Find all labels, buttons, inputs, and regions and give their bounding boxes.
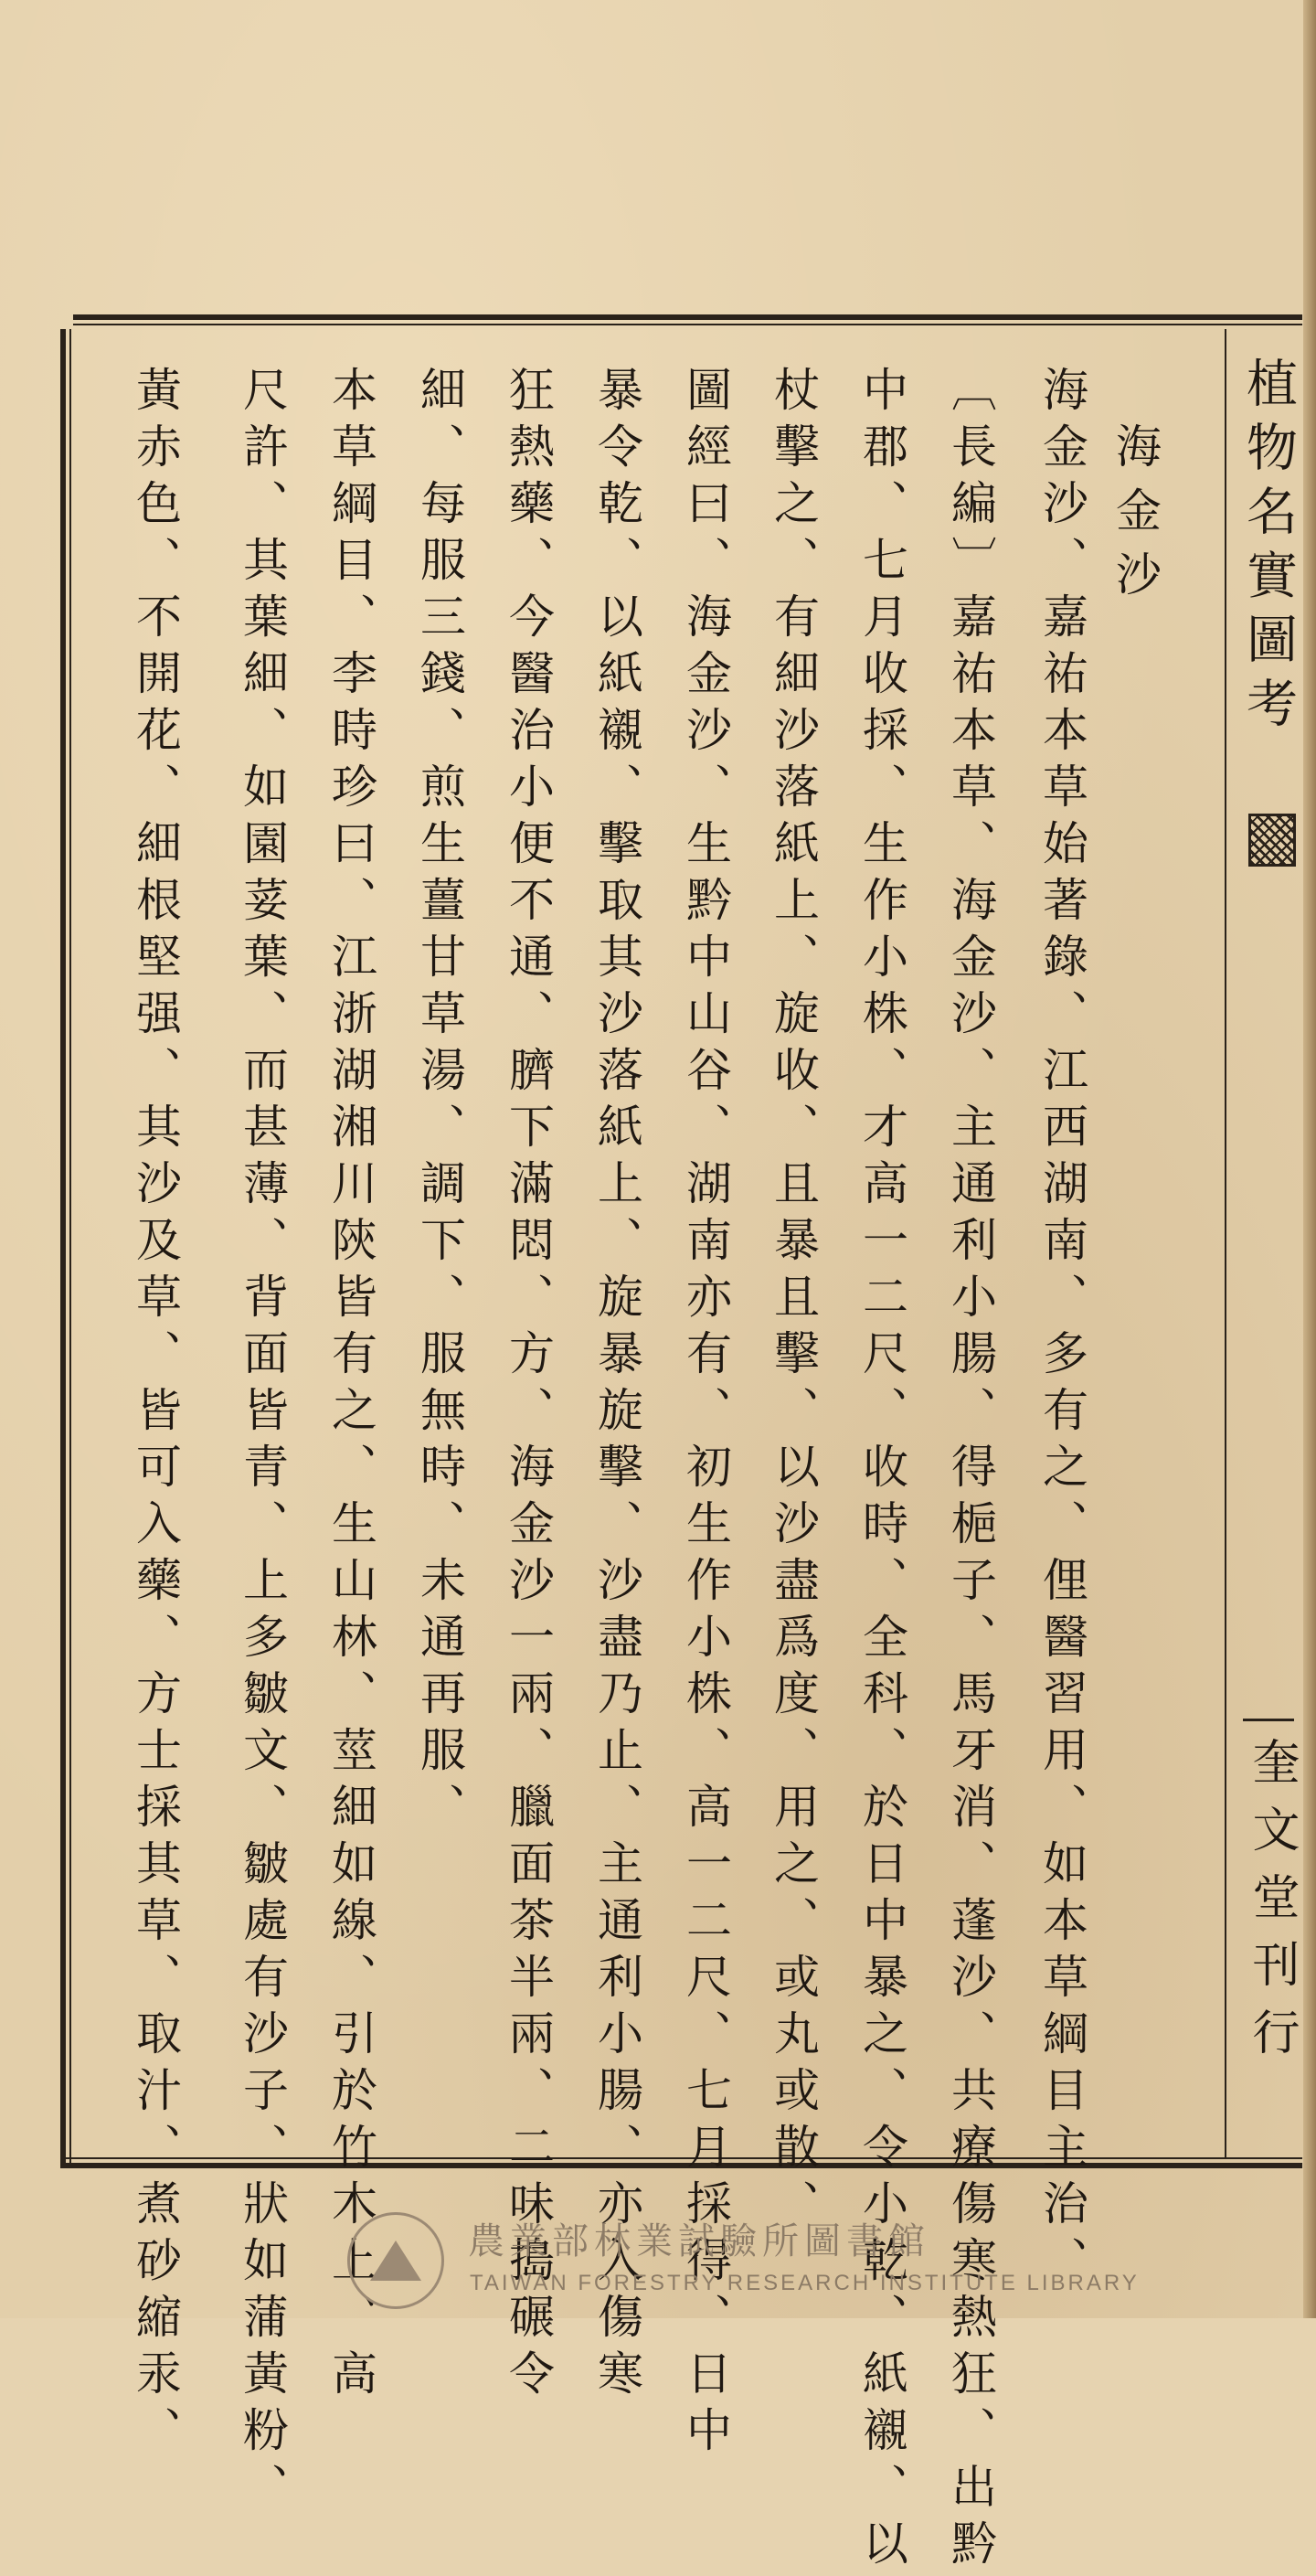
- library-name-zh: 農業部林業試驗所圖書館: [468, 2220, 930, 2262]
- library-name-en: TAIWAN FORESTRY RESEARCH INSTITUTE LIBRARY: [470, 2271, 1140, 2295]
- text-column: 尺許、其葉細、如園荽葉、而甚薄、背面皆青、上多皺文、皺處有沙子、狀如蒲黃粉、: [236, 366, 289, 2519]
- frame-gutter-rule: [1225, 329, 1226, 2157]
- text-column: 中郡、七月收採、生作小株、才高一二尺、收時、全科、於日中暴之、令小乾、紙襯、以: [855, 366, 908, 2576]
- page-edge: [1303, 0, 1316, 2318]
- text-column: 細、每服三錢、煎生薑甘草湯、調下、服無時、未通再服、: [413, 366, 466, 1839]
- text-column: 杖擊之、有細沙落紙上、旋收、且暴且擊、以沙盡爲度、用之、或丸或散、: [767, 366, 820, 2236]
- text-column: 〔長編〕嘉祐本草、海金沙、主通利小腸、得梔子、馬牙消、蓬沙、共療傷寒熱狂、出黔: [944, 366, 997, 2576]
- entry-title: 海金沙: [1109, 422, 1162, 614]
- text-column: 狂熱藥、今醫治小便不通、臍下滿悶、方、海金沙一兩、臘面茶半兩、二味搗碾令: [502, 366, 555, 2406]
- text-column: 暴令乾、以紙襯、擊取其沙落紙上、旋暴旋擊、沙盡乃止、主通利小腸、亦入傷寒: [590, 366, 643, 2406]
- text-column: 海金沙、嘉祐本草始著錄、江西湖南、多有之、俚醫習用、如本草綱目主治、: [1035, 366, 1088, 2293]
- text-column: 黃赤色、不開花、細根堅强、其沙及草、皆可入藥、方士採其草、取汁、煮砂縮汞、: [129, 366, 182, 2463]
- publisher-imprint: 奎文堂刊行: [1244, 1737, 1299, 2075]
- running-title: 植物名實圖考: [1238, 357, 1298, 740]
- library-seal-icon: [347, 2212, 444, 2309]
- gutter-divider: [1243, 1719, 1294, 1721]
- text-column: 本草綱目、李時珍曰、江浙湖湘川陝皆有之、生山林、莖細如線、引於竹木上、高: [324, 366, 377, 2406]
- frame-left-rule: [60, 329, 71, 2163]
- frame-top-rule: [73, 314, 1302, 325]
- seal-triangle: [370, 2241, 421, 2281]
- fishtail-ornament-icon: [1248, 814, 1296, 867]
- text-column: 圖經曰、海金沙、生黔中山谷、湖南亦有、初生作小株、高一二尺、七月採得、日中: [679, 366, 732, 2463]
